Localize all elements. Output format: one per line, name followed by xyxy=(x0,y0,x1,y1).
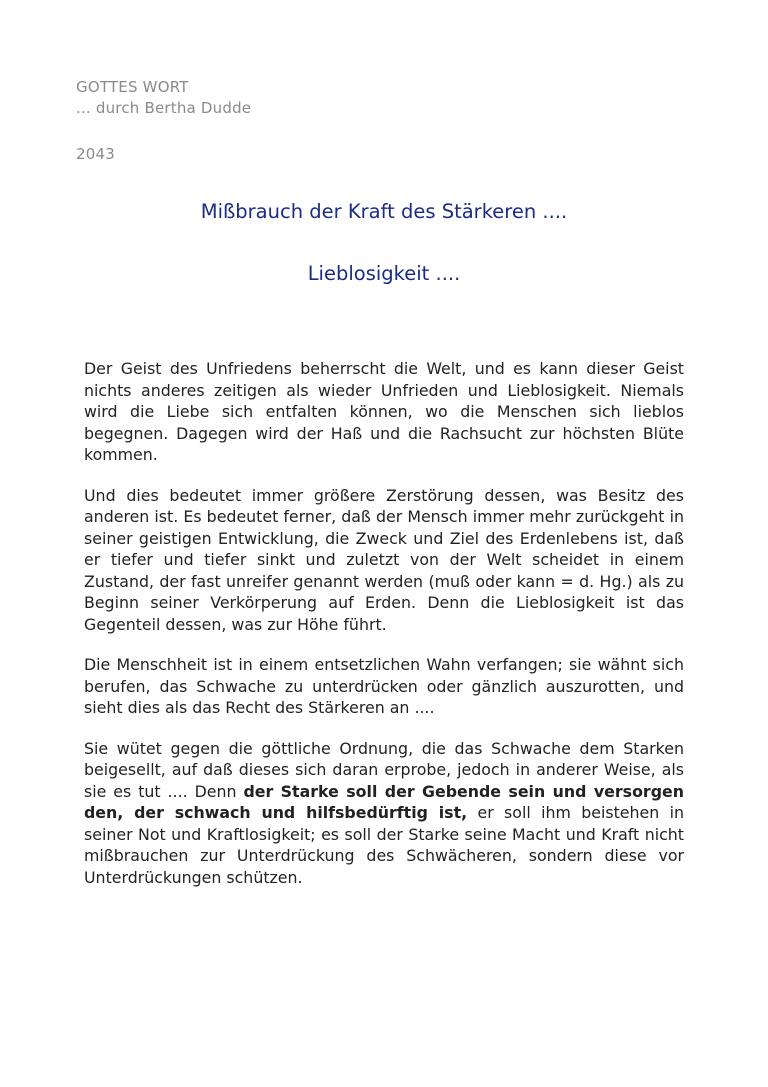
document-subtitle: Lieblosigkeit .... xyxy=(307,262,461,285)
paragraph-4-text-start: Sie wütet gegen die göttliche Ordnung, die das Schwache dem Starken beigesellt, auf daß dieses sich daran erprobe, jedoch in anderer Weise, als sie es tut .... Denn xyxy=(84,738,684,801)
document-body xyxy=(84,358,684,907)
paragraph-4-emphasis: der Starke soll der Gebende sein und versorgen den, der schwach und hilfsbedürftig ist, xyxy=(84,781,684,822)
paragraph-3: Die Menschheit ist in einem entsetzlichen Wahn verfangen; sie wähnt sich berufen, das Schwache zu unterdrücken oder gänzlich auszurotten, und sieht dies als das Recht des Stärkeren an .... xyxy=(84,655,684,717)
paragraph-4-text-end: er soll ihm beistehen in seiner Not und Kraftlosigkeit; es soll der Starke seine Macht und Kraft nicht mißbrauchen zur Unterdrückung des Schwächeren, sondern diese vor Unterdrückungen schützen. xyxy=(84,803,684,887)
document-title: Mißbrauch der Kraft des Stärkeren .... xyxy=(200,200,568,223)
paragraph-2: Und dies bedeutet immer größere Zerstörung dessen, was Besitz des anderen ist. Es bedeutet ferner, daß der Mensch immer mehr zurückgeht in seiner geistigen Entwicklung, die Zweck und Ziel des Erdenlebens ist, daß er tiefer und tiefer sinkt und zuletzt von der Welt scheidet in einem Zustand, der fast unreifer genannt werden (muß oder kann = d. Hg.) als zu Beginn seiner Verkörperung auf Erden. Denn die Lieblosigkeit ist das Gegenteil dessen, was zur Höhe führt. xyxy=(84,485,684,634)
series-title: GOTTES WORT xyxy=(76,78,189,96)
paragraph-4 xyxy=(84,738,684,889)
author-line: ... durch Bertha Dudde xyxy=(76,99,252,117)
paragraph-1: Der Geist des Unfriedens beherrscht die Welt, und es kann dieser Geist nichts anderes zeitigen als wieder Unfrieden und Lieblosigkeit. Niemals wird die Liebe sich entfalten können, wo die Menschen sich lieblos begegnen. Dagegen wird der Haß und die Rachsucht zur höchsten Blüte kommen. xyxy=(84,359,684,464)
message-number: 2043 xyxy=(76,145,115,163)
